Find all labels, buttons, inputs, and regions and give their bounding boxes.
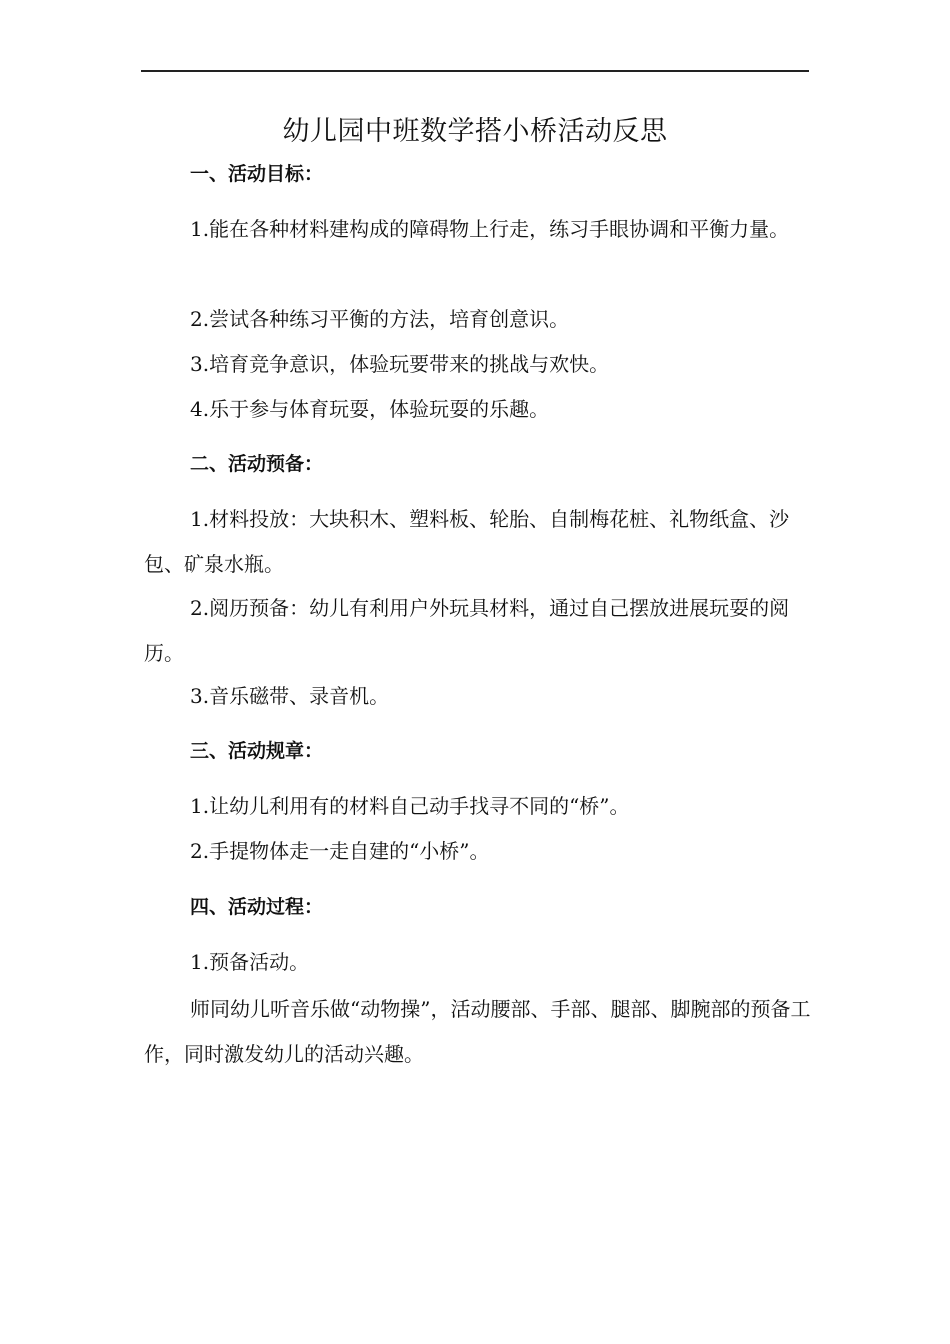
rule-item-1: 1.让幼儿利用有的材料自己动手找寻不同的“桥”。	[190, 794, 630, 818]
preparation-item-2: 2.阅历预备：幼儿有利用户外玩具材料，通过自己摆放进展玩耍的阅历。	[144, 596, 790, 665]
rule-item-2: 2.手提物体走一走自建的“小桥”。	[190, 839, 490, 863]
section-heading-rules: 三、活动规章：	[190, 740, 324, 762]
section-heading-preparation: 二、活动预备：	[190, 453, 324, 475]
process-item-1: 1.预备活动。	[190, 950, 310, 974]
preparation-item-3: 3.音乐磁带、录音机。	[190, 684, 390, 708]
goal-item-1: 1.能在各种材料建构成的障碍物上行走，练习手眼协调和平衡力量。	[190, 217, 790, 241]
preparation-item-1: 1.材料投放：大块积木、塑料板、轮胎、自制梅花桩、礼物纸盒、沙包、矿泉水瓶。	[144, 507, 790, 576]
process-item-2: 师同幼儿听音乐做“动物操”，活动腰部、手部、腿部、脚腕部的预备工作，同时激发幼儿的活动兴趣。	[144, 997, 811, 1066]
goal-item-4: 4.乐于参与体育玩耍，体验玩耍的乐趣。	[190, 397, 550, 421]
goal-item-3: 3.培育竞争意识，体验玩要带来的挑战与欢快。	[190, 352, 610, 376]
header-rule	[141, 70, 809, 72]
section-heading-process: 四、活动过程：	[190, 896, 324, 918]
section-heading-goals: 一、活动目标：	[190, 163, 324, 185]
document-title: 幼儿园中班数学搭小桥活动反思	[282, 116, 668, 148]
goal-item-2: 2.尝试各种练习平衡的方法，培育创意识。	[190, 307, 570, 331]
